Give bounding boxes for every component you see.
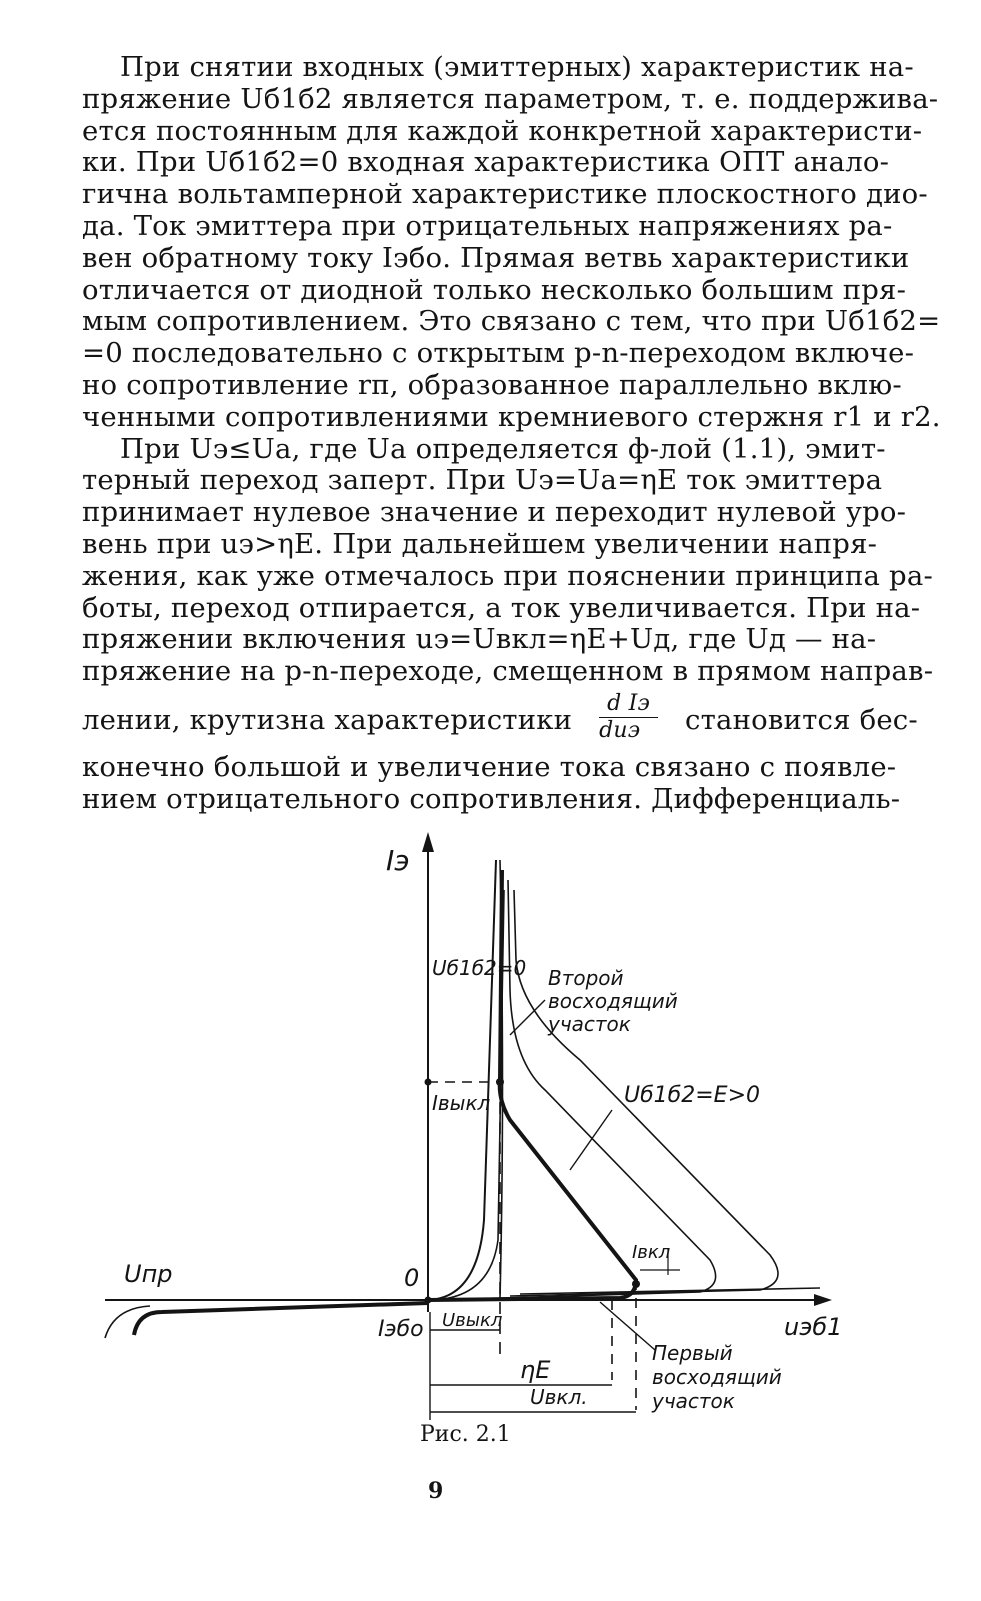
page-number: 9 <box>428 1478 444 1504</box>
label-y-axis: Iэ <box>386 844 410 877</box>
label-second-rising-1: Второй <box>548 966 624 990</box>
label-u-vykl: Uвыкл <box>442 1310 503 1331</box>
text-line: пряжение Uб1б2 является параметром, т. е. поддержива- <box>82 82 939 115</box>
text-line: принимает нулевое значение и переходит нулевой уро- <box>82 496 907 529</box>
text-line: При снятии входных (эмиттерных) характеристик на- <box>120 51 914 83</box>
point-ivykl-axis <box>425 1079 432 1086</box>
text-line: При Uэ≤Ua, где Ua определяется ф-лой (1.1), эмит- <box>120 432 886 465</box>
x-axis-arrow <box>814 1294 832 1306</box>
text-line: мым сопротивлением. Это связано с тем, что при Uб1б2= <box>82 305 941 338</box>
label-u-vkl: Uвкл. <box>530 1385 588 1409</box>
leader-ub1b2-e <box>570 1110 612 1170</box>
label-u-b1b2-zero: Uб1б2=0 <box>432 956 527 980</box>
label-x-axis: uэб1 <box>784 1313 843 1341</box>
text-line: жения, как уже отмечалось при пояснении принципа ра- <box>82 559 933 592</box>
label-origin: 0 <box>404 1264 420 1292</box>
label-eta-e: ηE <box>520 1356 551 1384</box>
text-line: терный переход заперт. При Uэ=Ua=ηE ток эмиттера <box>82 464 883 497</box>
point-ivykl <box>496 1078 504 1086</box>
label-i-vykl: Iвыкл <box>432 1091 491 1115</box>
point-ivkl <box>632 1280 640 1288</box>
text-line: пряжение на p-n-переходе, смещенном в прямом направ- <box>82 655 934 688</box>
label-first-rising-2: восходящий <box>652 1365 782 1389</box>
text-line: вень при uэ>ηE. При дальнейшем увеличении напря- <box>82 527 878 560</box>
leader-first-rising <box>600 1302 655 1350</box>
label-first-rising-3: участок <box>652 1389 735 1413</box>
fraction-before-text: лении, крутизна характеристики <box>82 703 573 736</box>
curve-family-2 <box>428 860 503 1300</box>
label-first-rising-1: Первый <box>652 1341 733 1365</box>
text-line: боты, переход отпирается, а ток увеличивается. При на- <box>82 591 921 624</box>
label-i-ebo: Iэбо <box>378 1317 424 1342</box>
curve-ub1b2-zero <box>428 860 496 1300</box>
fraction-denominator: duэ <box>599 717 641 743</box>
fraction-after-text: становится бес- <box>684 703 918 736</box>
reverse-branch-curve-2 <box>105 1306 150 1338</box>
label-u-pr: Uпр <box>124 1260 173 1288</box>
text-line: гична вольтамперной характеристике плоскостного дио- <box>82 178 928 211</box>
text-line: да. Ток эмиттера при отрицательных напряжениях ра- <box>82 209 893 242</box>
label-i-vkl: Iвкл <box>632 1242 671 1263</box>
label-u-b1b2-e: Uб1б2=E>0 <box>624 1083 760 1108</box>
y-axis-arrow <box>422 832 434 852</box>
label-second-rising-2: восходящий <box>548 989 678 1013</box>
label-second-rising-3: участок <box>548 1012 631 1036</box>
text-line: конечно большой и увеличение тока связано с появле- <box>82 750 897 783</box>
text-line: нием отрицательного сопротивления. Дифференциаль- <box>82 782 901 815</box>
text-line: отличается от диодной только несколько большим пря- <box>82 273 907 306</box>
text-line: =0 последовательно с открытым p-n-переходом включе- <box>82 337 915 370</box>
figure-caption: Рис. 2.1 <box>420 1422 511 1447</box>
text-line: ется постоянным для каждой конкретной характеристи- <box>82 114 923 147</box>
text-line: ченными сопротивлениями кремниевого стержня r1 и r2. <box>82 400 941 433</box>
text-line: вен обратному току Iэбо. Прямая ветвь характеристики <box>82 241 910 274</box>
fraction-numerator: d Iэ <box>599 691 658 718</box>
text-line: ки. При Uб1б2=0 входная характеристика ОПТ анало- <box>82 146 890 179</box>
point-origin <box>425 1297 432 1304</box>
text-line: но сопротивление rп, образованное параллельно вклю- <box>82 368 902 401</box>
text-line: пряжении включения uэ=Uвкл=ηE+Uд, где Uд — на- <box>82 623 877 656</box>
